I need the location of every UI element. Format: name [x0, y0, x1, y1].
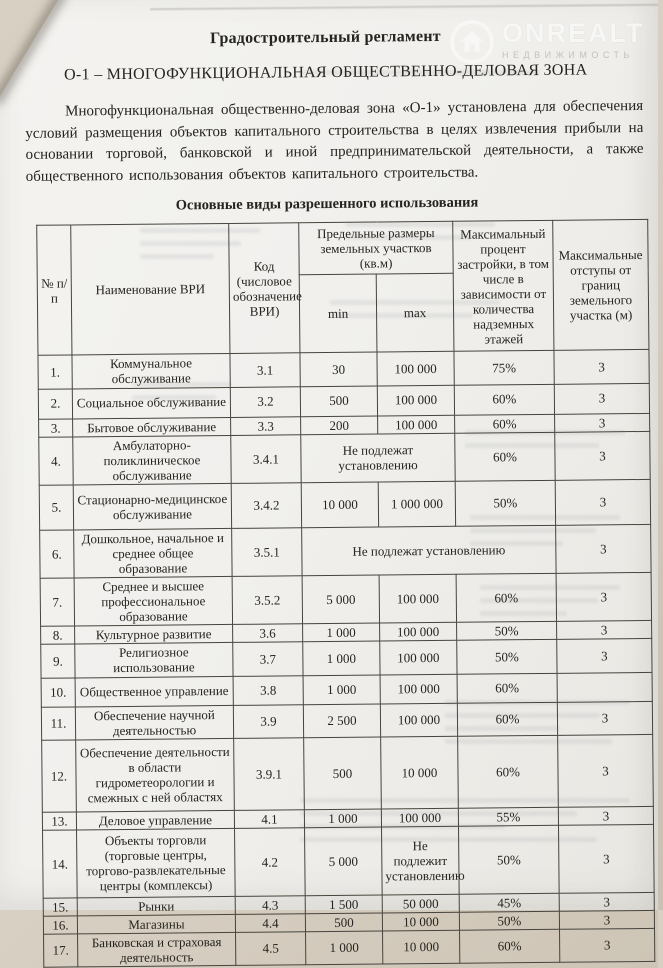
- col-header-name: Наименование ВРИ: [71, 224, 230, 356]
- watermark-brand: ONREALT: [502, 18, 645, 48]
- cell-num: 5.: [39, 485, 73, 530]
- cell-limits-note: Не подлежат установлению: [302, 525, 556, 576]
- cell-name: Среднее и высшее профессиональное образование: [74, 577, 232, 627]
- cell-percent: 60%: [456, 573, 556, 622]
- cell-name: Банковская и страховая деятельность: [78, 932, 236, 967]
- cell-max: 100 000: [380, 674, 457, 704]
- cell-code: 4.3: [235, 896, 305, 915]
- cell-code: 3.6: [233, 624, 303, 643]
- cell-min: 1 000: [303, 623, 380, 642]
- cell-name: Коммунальное обслуживание: [72, 354, 230, 389]
- cell-min: 200: [301, 416, 378, 435]
- cell-setback: 3: [555, 479, 650, 525]
- cell-code: 3.1: [230, 353, 300, 387]
- col-header-max: max: [376, 274, 454, 353]
- cell-setback: 3: [557, 701, 652, 735]
- cell-name: Магазины: [77, 914, 235, 934]
- cell-min: 10 000: [301, 482, 378, 528]
- cell-max: 100 000: [378, 415, 455, 434]
- table-row: [42, 734, 654, 812]
- cell-min: 1 000: [303, 675, 380, 705]
- cell-min: 500: [300, 386, 377, 417]
- col-header-percent: Максимальный процент застройки, в том числе в зависимости от количества надземных этажей: [453, 221, 554, 352]
- cell-limits-note: Не подлежат установлению: [301, 433, 455, 483]
- cell-num: 7.: [40, 578, 74, 627]
- cell-num: 14.: [43, 830, 78, 898]
- col-header-num: № п/п: [37, 225, 72, 355]
- cell-code: 4.1: [234, 809, 304, 828]
- cell-setback: 3: [559, 892, 654, 911]
- cell-num: 13.: [42, 812, 76, 830]
- cell-name: Объекты торговли (торговые центры, торгово-развлекательные центры (комплексы): [77, 828, 236, 898]
- cell-min: 5 000: [302, 575, 379, 624]
- cell-percent: 60%: [460, 929, 560, 963]
- cell-percent: 55%: [458, 807, 558, 826]
- table-row: [43, 824, 655, 898]
- cell-setback: 3: [554, 350, 649, 384]
- cell-code: 3.2: [230, 386, 300, 417]
- cell-setback: 3: [558, 734, 654, 807]
- cell-code: 3.4.1: [231, 434, 301, 483]
- cell-code: 3.5.2: [232, 576, 302, 625]
- cell-percent: 75%: [454, 351, 554, 385]
- cell-num: 10.: [41, 677, 75, 706]
- cell-max: 100 000: [377, 385, 454, 416]
- cell-max-note: Не подлежит установлению: [382, 826, 460, 895]
- cell-code: 3.5.1: [232, 528, 302, 577]
- col-header-min: min: [299, 274, 377, 353]
- cell-code: 4.2: [235, 828, 306, 897]
- table-row: [40, 572, 651, 626]
- cell-num: 15.: [43, 898, 77, 916]
- cell-percent: 50%: [457, 640, 557, 674]
- cell-name: Стационарно-медицинское обслуживание: [73, 483, 231, 530]
- cell-code: 4.5: [236, 932, 306, 966]
- col-header-size-group: Предельные размеры земельных участков (кв.м): [299, 222, 453, 275]
- cell-num: 9.: [41, 644, 75, 677]
- table-row: [39, 431, 650, 485]
- cell-setback: 3: [555, 413, 650, 432]
- cell-name: Религиозное использование: [75, 643, 233, 678]
- cell-min: 500: [304, 737, 382, 810]
- cell-code: 3.9.1: [234, 737, 305, 810]
- cell-percent: 60%: [455, 432, 555, 481]
- cell-min: 1 000: [304, 809, 381, 828]
- cell-percent: 60%: [454, 384, 554, 415]
- cell-name: Социальное обслуживание: [72, 387, 230, 419]
- cell-percent: 60%: [458, 735, 559, 808]
- intro-paragraph: Многофункциональная общественно-деловая зона «О-1» установлена для обеспечения условий размещения объектов капитального строительства в целях извлечения прибыли на основании торговой, банковской и иной предпринимательской деятельности, а также общественного использования объектов капитального строительства.: [25, 97, 644, 185]
- cell-percent: 50%: [459, 911, 559, 930]
- cell-num: 17.: [44, 934, 78, 967]
- cell-setback: 3: [559, 910, 654, 929]
- cell-setback: 3: [558, 824, 654, 893]
- cell-max: 10 000: [383, 930, 460, 964]
- permitted-use-table: [36, 219, 655, 968]
- cell-max: 100 000: [380, 703, 457, 737]
- table-title: Основные виды разрешенного использования: [175, 194, 479, 214]
- cell-name: Дошкольное, начальное и среднее общее образование: [74, 528, 232, 578]
- cell-setback: 3: [555, 431, 650, 480]
- cell-max: 100 000: [379, 574, 456, 623]
- cell-setback: 3: [554, 383, 649, 414]
- cell-num: 4.: [39, 437, 73, 486]
- cell-percent: 60%: [455, 414, 555, 433]
- cell-num: 16.: [43, 916, 77, 934]
- cell-name: Рынки: [77, 896, 235, 916]
- cell-max: 100 000: [377, 352, 454, 386]
- cell-code: 3.7: [233, 642, 303, 676]
- cell-max: 10 000: [382, 912, 459, 931]
- cell-code: 3.8: [233, 675, 303, 705]
- cell-name: Бытовое обслуживание: [73, 417, 231, 437]
- table-row: [39, 479, 650, 530]
- cell-num: 12.: [42, 740, 77, 812]
- zone-heading: О-1 – МНОГОФУНКЦИОНАЛЬНАЯ ОБЩЕСТВЕННО-ДЕЛОВАЯ ЗОНА: [63, 61, 588, 84]
- col-header-setback: Максимальные отступы от границ земельного участка (м): [553, 220, 649, 351]
- cell-max: 100 000: [380, 641, 457, 675]
- cell-min: 500: [305, 913, 382, 932]
- cell-name: Общественное управление: [75, 676, 233, 707]
- cell-min: 1 500: [305, 895, 382, 914]
- cell-num: 3.: [39, 418, 73, 436]
- cell-name: Амбулаторно-поликлиническое обслуживание: [73, 435, 231, 485]
- cell-setback: 3: [558, 806, 653, 825]
- cell-num: 2.: [38, 388, 72, 418]
- cell-percent: 50%: [459, 825, 560, 894]
- document-title: Градостроительный регламент: [210, 27, 441, 48]
- cell-num: 8.: [41, 626, 75, 644]
- cell-max: 100 000: [380, 623, 457, 642]
- cell-max: 50 000: [382, 894, 459, 913]
- cell-num: 1.: [38, 355, 72, 388]
- cell-code: 3.9: [233, 704, 303, 738]
- cell-code: 4.4: [235, 914, 305, 933]
- watermark-tagline: НЕДВИЖИМОСТЬ: [502, 50, 634, 60]
- cell-max: 1 000 000: [378, 481, 455, 527]
- cell-num: 11.: [41, 706, 75, 739]
- cell-min: 2 500: [303, 704, 380, 738]
- cell-code: 3.4.2: [231, 483, 301, 529]
- cell-percent: 45%: [459, 893, 559, 912]
- cell-name: Обеспечение научной деятельностью: [75, 705, 233, 740]
- cell-max: 10 000: [381, 736, 459, 809]
- cell-percent: 50%: [457, 622, 557, 641]
- cell-max: 100 000: [381, 808, 458, 827]
- cell-name: Обеспечение деятельности в области гидрометеорологии и смежных с ней областях: [76, 738, 235, 812]
- table-header-row: [37, 220, 648, 278]
- cell-num: 6.: [40, 530, 74, 579]
- cell-code: 3.3: [231, 416, 301, 435]
- cell-setback: 3: [557, 621, 652, 640]
- cell-setback: 3: [559, 928, 654, 962]
- table-row: [40, 524, 651, 578]
- cell-name: Культурное развитие: [75, 625, 233, 645]
- cell-min: 1 000: [306, 931, 383, 965]
- cell-setback: 3: [556, 572, 651, 621]
- cell-min: 30: [300, 352, 377, 386]
- cell-percent: 60%: [457, 673, 557, 703]
- cell-setback: 3: [556, 524, 651, 573]
- cell-percent: 50%: [455, 480, 555, 526]
- cell-min: 5 000: [305, 827, 383, 896]
- table-row: [44, 928, 655, 967]
- cell-min: 1 000: [303, 641, 380, 675]
- cell-percent: 60%: [457, 702, 557, 736]
- col-header-code: Код (числовое обозначение ВРИ): [229, 223, 300, 354]
- cell-setback: 3: [557, 639, 652, 673]
- cell-name: Деловое управление: [76, 810, 234, 830]
- cell-setback: [557, 672, 652, 702]
